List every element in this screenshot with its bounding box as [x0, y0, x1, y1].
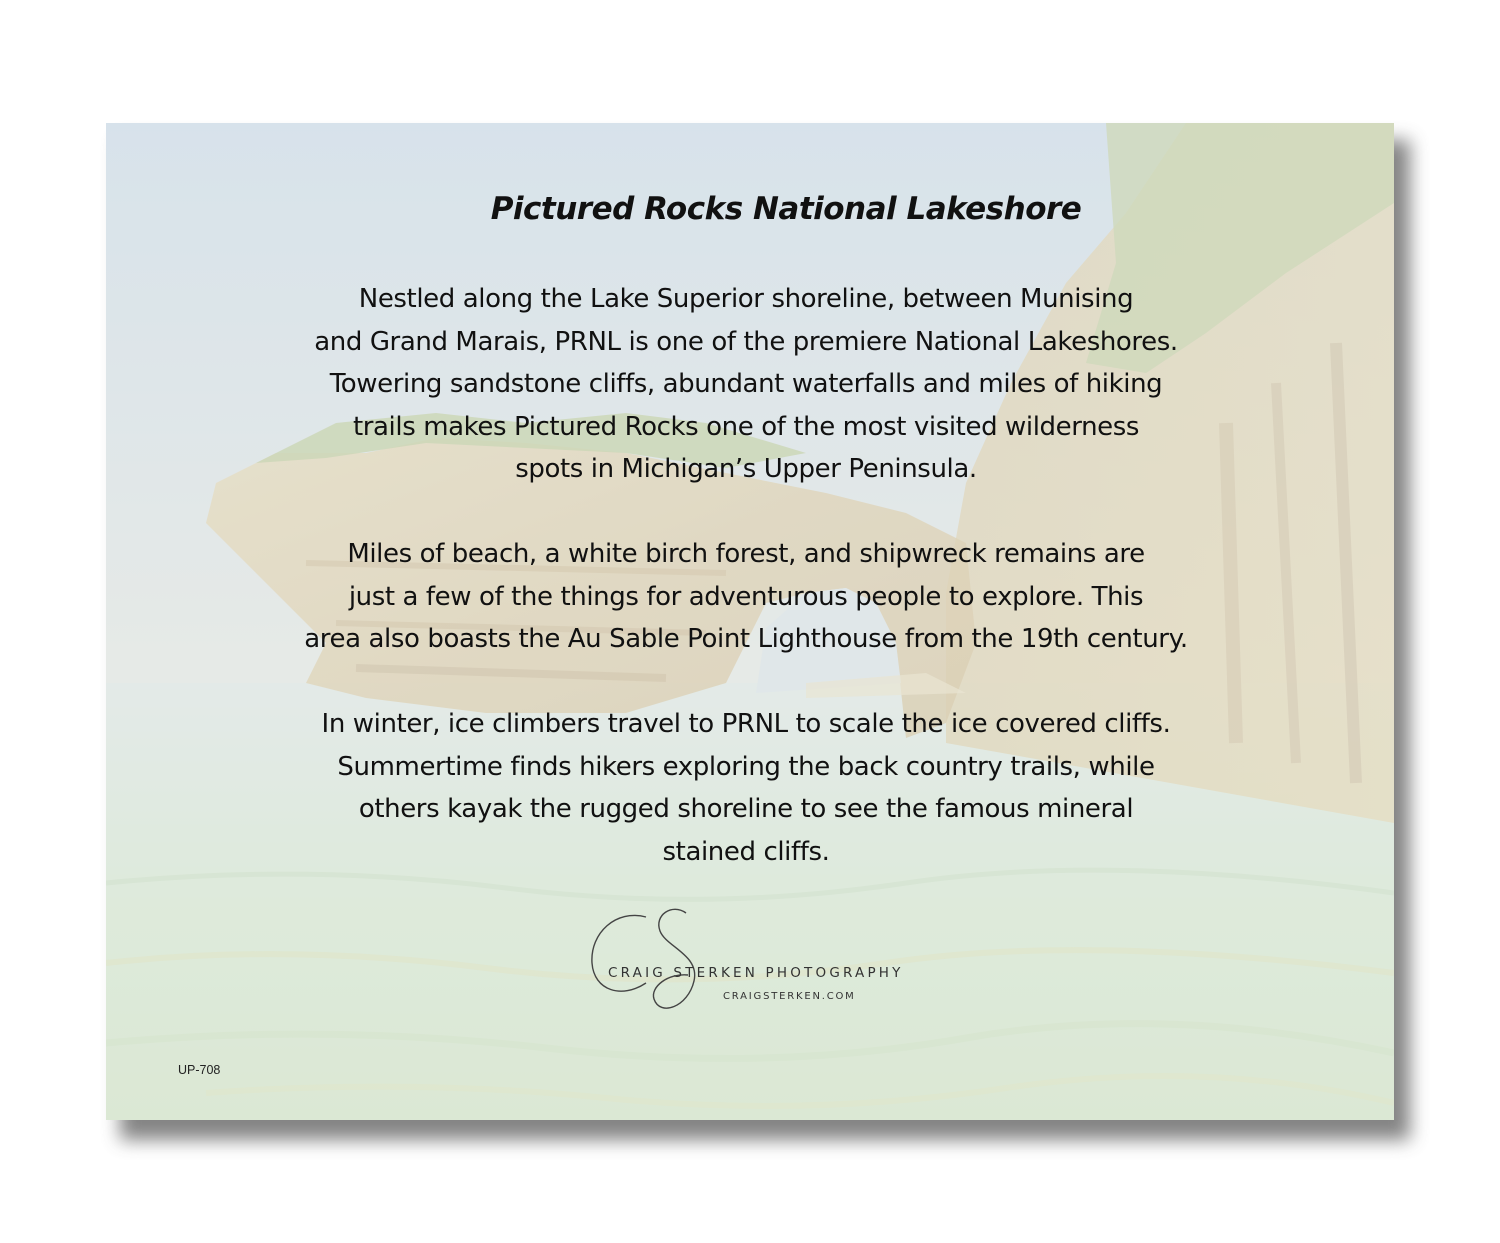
paragraph-line: trails makes Pictured Rocks one of the most visited wilderness	[352, 411, 1140, 442]
brand-logo	[576, 903, 936, 1023]
paragraph-line: area also boasts the Au Sable Point Lighthouse from the 19th century.	[304, 624, 1188, 654]
paragraph-line: and Grand Marais, PRNL is one of the premiere National Lakeshores.	[314, 326, 1178, 357]
card-title: Pictured Rocks National Lakeshore	[490, 191, 1082, 227]
paragraph-line: Towering sandstone cliffs, abundant waterfalls and miles of hiking	[329, 369, 1163, 399]
paragraph-2	[166, 533, 1326, 661]
paragraph-line: stained cliffs.	[662, 836, 830, 867]
cs-signature-monogram-icon	[576, 903, 726, 1023]
product-code: UP-708	[178, 1063, 221, 1077]
brand-name: CRAIG STERKEN PHOTOGRAPHY	[608, 965, 904, 981]
paragraph-line: In winter, ice climbers travel to PRNL to scale the ice covered cliffs.	[321, 709, 1171, 739]
paragraph-1	[166, 278, 1326, 491]
brand-website: CRAIGSTERKEN.COM	[723, 991, 856, 1002]
paragraph-line: spots in Michigan’s Upper Peninsula.	[515, 454, 977, 484]
paragraph-line: Miles of beach, a white birch forest, and shipwreck remains are	[347, 539, 1145, 569]
paragraph-line: others kayak the rugged shoreline to see the famous mineral	[358, 794, 1134, 824]
paragraph-line: Summertime finds hikers exploring the back country trails, while	[337, 751, 1155, 782]
info-card	[106, 123, 1394, 1120]
paragraph-3	[166, 703, 1326, 873]
paragraph-line: Nestled along the Lake Superior shoreline, between Munising	[358, 284, 1134, 314]
paragraph-line: just a few of the things for adventurous people to explore. This	[348, 581, 1144, 612]
